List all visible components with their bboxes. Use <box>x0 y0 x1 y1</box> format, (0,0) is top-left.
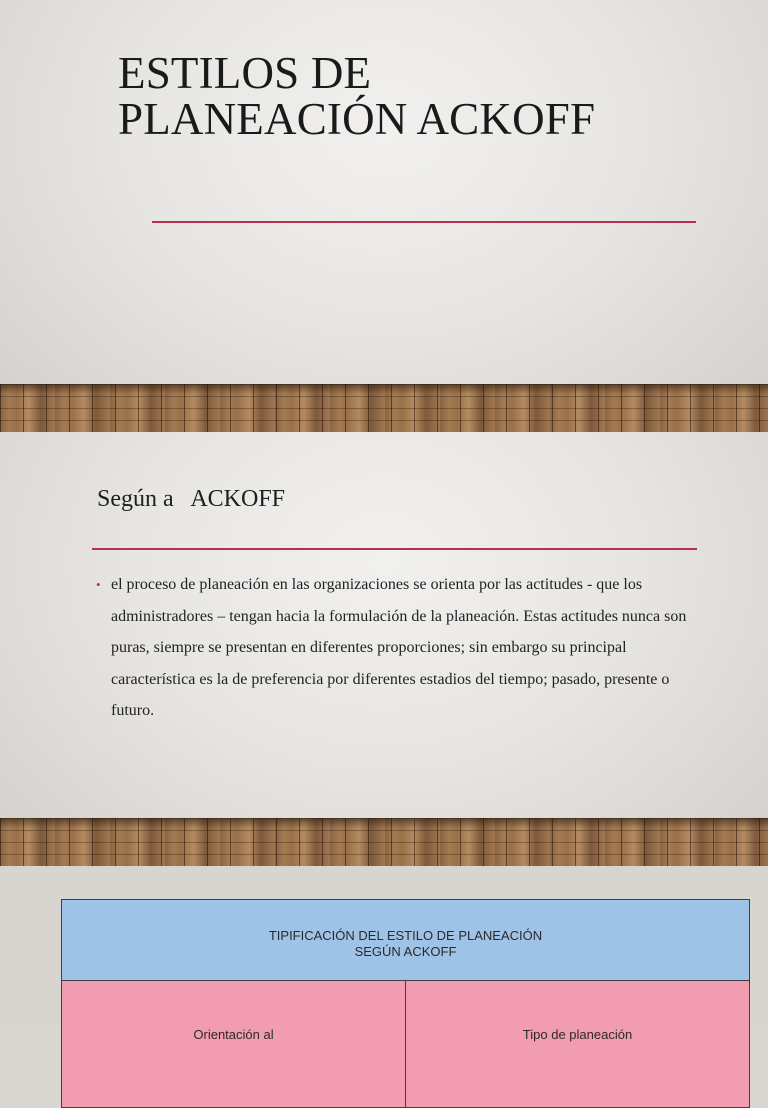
title-line-1: ESTILOS DE <box>118 48 372 98</box>
slide-title-heading <box>118 50 595 142</box>
slide-title <box>0 0 768 432</box>
table-header-cell <box>62 900 750 981</box>
slide-table <box>0 866 768 1042</box>
bullet-text: el proceso de planeación en las organizaciones se orienta por las actitudes - que los administradores – tengan hacia la formulación de la planeación. Estas actitudes nunca son puras, siempre se presentan en diferentes proporciones; sin embargo su principal característica es la de preferencia por diferentes estadios del tiempo; pasado, presente o futuro. <box>111 576 687 720</box>
bullet-icon: • <box>96 577 101 592</box>
slide-content <box>0 432 768 866</box>
title-line-2: PLANEACIÓN ACKOFF <box>118 94 596 144</box>
content-heading: Según a ACKOFF <box>97 486 286 512</box>
content-divider <box>92 548 697 550</box>
table-header-line-1: TIPIFICACIÓN DEL ESTILO DE PLANEACIÓN <box>268 928 543 943</box>
bullet-list <box>96 569 696 727</box>
title-divider <box>152 221 696 223</box>
table-col-planning-type: Tipo de planeación <box>406 981 750 1108</box>
bullet-item <box>96 569 696 727</box>
planning-style-table <box>61 899 750 1108</box>
table-header-line-2: SEGÚN ACKOFF <box>354 944 457 959</box>
wood-floor-decoration <box>0 384 768 432</box>
table-col-orientation: Orientación al <box>62 981 406 1108</box>
wood-floor-decoration <box>0 818 768 866</box>
